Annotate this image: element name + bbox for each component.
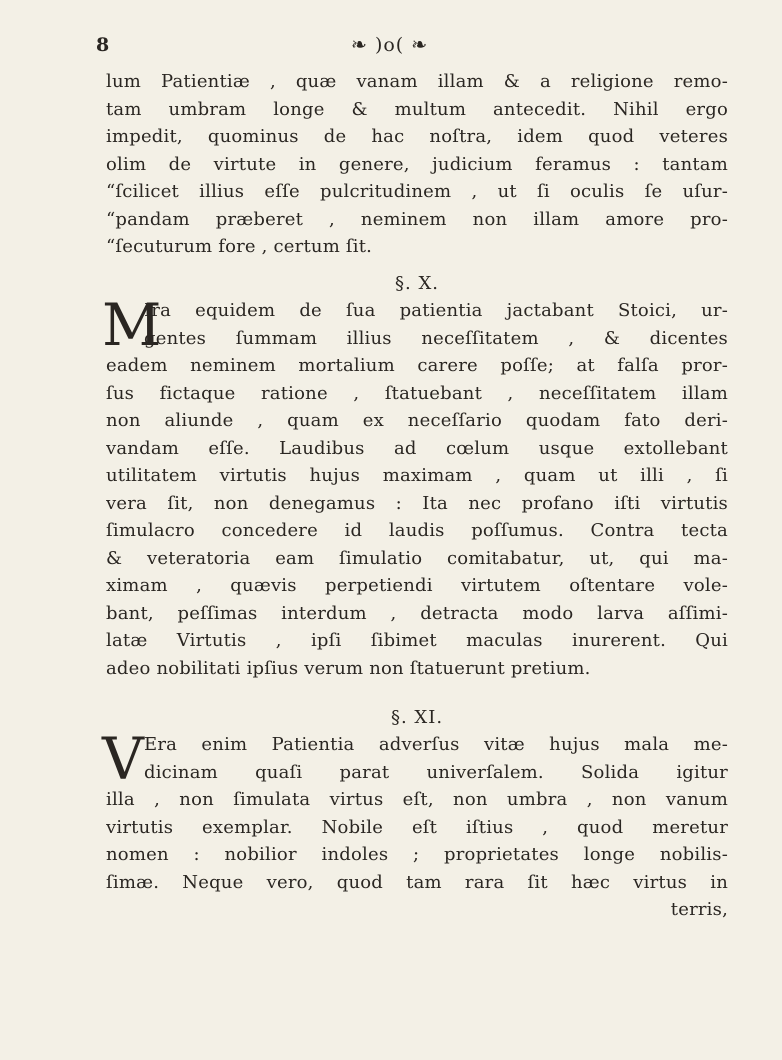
- catchword-line: terris,: [670, 899, 728, 920]
- text-line: adeo nobilitati ipſius verum non ſtatuerunt pretium.: [106, 657, 591, 679]
- text-line: latæ Virtutis , ipſi ſibimet maculas inurerent. Qui: [106, 630, 728, 651]
- text-line: olim de virtute in genere, judicium feramus : tantam: [106, 153, 728, 175]
- text-line: “pandam præberet , neminem non illam amore pro-: [106, 208, 728, 230]
- text-line: & veteratoria eam ſimulatio comitabatur, ut, qui ma-: [106, 547, 728, 569]
- text-line: nomen : nobilior indoles ; proprietates longe nobilis-: [106, 844, 728, 865]
- text-line: tam umbram longe & multum antecedit. Nihil ergo: [106, 98, 728, 120]
- section-heading: §. XI.: [390, 707, 444, 728]
- text-line: illa , non ſimulata virtus eſt, non umbra , non vanum: [106, 789, 728, 810]
- running-head-ornament: ❧ )o( ❧: [351, 34, 429, 56]
- section-heading: §. X.: [395, 273, 439, 294]
- paragraph-continuation: [106, 68, 728, 261]
- text-line: ſimæ. Neque vero, quod tam rara ſit hæc virtus in: [106, 871, 728, 893]
- text-line: Ira equidem de ſua patientia jactabant Stoici, ur-: [144, 300, 728, 321]
- text-line: impedit, quominus de hac noſtra, idem quod veteres: [106, 126, 728, 147]
- drop-cap: M: [102, 291, 162, 359]
- text-line: bant, peſſimas interdum , detracta modo larva aſſimi-: [106, 602, 728, 624]
- section-x: [102, 270, 728, 682]
- section-xi: [102, 704, 728, 924]
- page-header: [96, 34, 696, 64]
- text-line: vera ſit, non denegamus : Ita nec profano iſti virtutis: [106, 492, 728, 514]
- text-line: gentes ſummam illius neceſſitatem , & dicentes: [144, 327, 728, 349]
- drop-cap: V: [102, 725, 144, 793]
- text-line: vandam eſſe. Laudibus ad cœlum usque extollebant: [106, 437, 728, 459]
- text-line: eadem neminem mortalium carere poſſe; at falſa pror-: [106, 355, 728, 376]
- text-line: ſimulacro concedere id laudis poſſumus. Contra tecta: [106, 520, 728, 541]
- text-line: “ſcilicet illius eſſe pulcritudinem , ut ſi oculis ſe uſur-: [106, 181, 728, 202]
- text-line: dicinam quaſi parat univerſalem. Solida igitur: [144, 761, 728, 783]
- text-line: non aliunde , quam ex neceſſario quodam fato deri-: [106, 410, 728, 431]
- text-line: “ſecuturum fore , certum ſit.: [106, 236, 373, 257]
- text-line: ſus fictaque ratione , ſtatuebant , neceſſitatem illam: [106, 382, 728, 404]
- page-number: 8: [96, 34, 111, 56]
- text-line: lum Patientiæ , quæ vanam illam & a religione remo-: [106, 71, 728, 92]
- text-line: ximam , quævis perpetiendi virtutem oſtentare vole-: [106, 575, 728, 596]
- text-line: virtutis exemplar. Nobile eſt iſtius , quod meretur: [106, 816, 728, 838]
- text-line: Era enim Patientia adverſus vitæ hujus mala me-: [144, 734, 728, 755]
- text-line: utilitatem virtutis hujus maximam , quam ut illi , ſi: [106, 465, 728, 486]
